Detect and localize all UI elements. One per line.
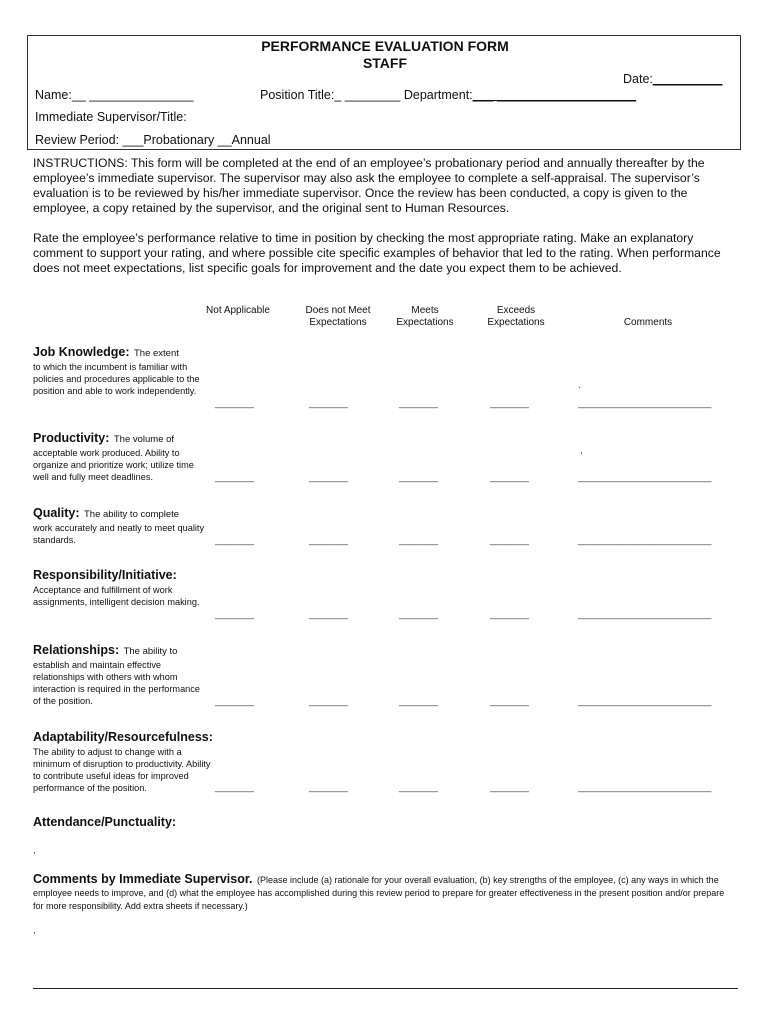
- criterion-lead: The extent: [133, 348, 179, 359]
- rating-dnm-job-knowledge[interactable]: _______: [309, 398, 348, 409]
- rating-dnm-responsibility[interactable]: _______: [309, 609, 348, 620]
- form-title: PERFORMANCE EVALUATION FORM: [261, 38, 509, 54]
- rating-exceeds-job-knowledge[interactable]: _______: [490, 398, 529, 409]
- criterion-relationships: [33, 641, 203, 707]
- criterion-title: Relationships:: [33, 643, 120, 657]
- rating-meets-productivity[interactable]: _______: [399, 472, 438, 483]
- criterion-lead: The volume of: [113, 434, 175, 445]
- col-does-not-meet: Does not Meet Expectations: [305, 305, 371, 328]
- form-subtitle: STAFF: [362, 55, 408, 71]
- rating-na-responsibility[interactable]: _______: [215, 609, 254, 620]
- criterion-description: work accurately and neatly to meet quality standards.: [33, 523, 205, 545]
- col-meets: Meets Expectations: [396, 305, 454, 328]
- date-label: Date:: [623, 72, 653, 86]
- comment-job-knowledge[interactable]: ________________________: [578, 398, 712, 409]
- rating-meets-adaptability[interactable]: _______: [399, 782, 438, 793]
- criterion-lead: The ability to complete: [84, 509, 180, 520]
- bottom-rule: [33, 988, 738, 989]
- comment-adaptability[interactable]: ________________________: [578, 782, 712, 793]
- rating-na-job-knowledge[interactable]: _______: [215, 398, 254, 409]
- rating-meets-quality[interactable]: _______: [399, 535, 438, 546]
- supervisor-field[interactable]: Immediate Supervisor/Title:: [35, 110, 187, 124]
- department-label: Department:: [403, 88, 473, 102]
- criterion-quality: [33, 504, 208, 546]
- supervisor-comments-mark: ,: [33, 925, 36, 936]
- attendance-title: Attendance/Punctuality:: [33, 815, 177, 829]
- rating-na-quality[interactable]: _______: [215, 535, 254, 546]
- instructions-text: INSTRUCTIONS: This form will be completed at the end of an employee’s probationary period and annually thereafter by the employee’s immediate supervisor. The supervisor may also ask the employee to complete a self-appraisal. The supervisor’s evaluation is to be reviewed by his/her immediate supervisor. Once the review has been conducted, a copy is given to the employee, a copy retained by the supervisor, and the original sent to Human Resources.: [33, 156, 705, 215]
- position-department-field[interactable]: [260, 88, 636, 102]
- criterion-lead: The ability to: [123, 646, 178, 657]
- comment-mark-job-knowledge: .: [578, 380, 581, 391]
- rating-meets-relationships[interactable]: _______: [399, 696, 438, 707]
- criterion-description: to which the incumbent is familiar with policies and procedures applicable to the position and able to work independently.: [33, 362, 200, 396]
- criterion-productivity: [33, 429, 208, 483]
- rating-exceeds-responsibility[interactable]: _______: [490, 609, 529, 620]
- position-label: Position Title:: [260, 88, 335, 102]
- rating-na-productivity[interactable]: _______: [215, 472, 254, 483]
- criterion-description: Acceptance and fulfillment of work assignments, intelligent decision making.: [33, 585, 200, 607]
- comment-quality[interactable]: ________________________: [578, 535, 712, 546]
- comment-relationships[interactable]: ________________________: [578, 696, 712, 707]
- supervisor-comments-instructions: (Please include (a) rationale for your overall evaluation, (b) key strengths of the employee, (c) any ways in which the employee needs to improve, and (d) what the employee has accomplished during this review period to prepare for greater effectiveness in the present position and/or prepare for more responsibility. Add extra sheets if necessary.): [33, 875, 725, 911]
- col-not-applicable: Not Applicable: [206, 305, 270, 316]
- rating-exceeds-adaptability[interactable]: _______: [490, 782, 529, 793]
- supervisor-comments-title: Comments by Immediate Supervisor.: [33, 872, 253, 886]
- supervisor-comments-section: [33, 873, 737, 912]
- criterion-description: acceptable work produced. Ability to organize and prioritize work; utilize time well and fully meet deadlines.: [33, 448, 194, 482]
- comment-productivity[interactable]: ________________________: [578, 472, 712, 483]
- col-exceeds: Exceeds Expectations: [487, 305, 545, 328]
- rating-meets-responsibility[interactable]: _______: [399, 609, 438, 620]
- rating-dnm-adaptability[interactable]: _______: [309, 782, 348, 793]
- criterion-title: Productivity:: [33, 431, 110, 445]
- department-blank[interactable]: ___ ____________________: [472, 88, 637, 102]
- rating-dnm-quality[interactable]: _______: [309, 535, 348, 546]
- criterion-title: Adaptability/Resourcefulness:: [33, 730, 213, 744]
- rating-dnm-productivity[interactable]: _______: [309, 472, 348, 483]
- position-blank[interactable]: _ ________: [334, 88, 401, 102]
- criterion-title: Job Knowledge:: [33, 345, 130, 359]
- criterion-title: Quality:: [33, 506, 80, 520]
- rating-exceeds-productivity[interactable]: _______: [490, 472, 529, 483]
- review-period-field[interactable]: Review Period: ___Probationary __Annual: [35, 133, 271, 147]
- rating-dnm-relationships[interactable]: _______: [309, 696, 348, 707]
- rating-exceeds-quality[interactable]: _______: [490, 535, 529, 546]
- rating-na-adaptability[interactable]: _______: [215, 782, 254, 793]
- comment-mark-productivity: ,: [580, 445, 583, 456]
- rating-meets-job-knowledge[interactable]: _______: [399, 398, 438, 409]
- rating-na-relationships[interactable]: _______: [215, 696, 254, 707]
- criterion-description: establish and maintain effective relationships with others with whom interaction is required in the performance of the position.: [33, 660, 200, 706]
- criterion-title: Responsibility/Initiative:: [33, 568, 177, 582]
- date-field[interactable]: [623, 72, 722, 86]
- criterion-responsibility: [33, 566, 203, 608]
- criterion-description: The ability to adjust to change with a minimum of disruption to productivity. Ability to contribute useful ideas for improved performance of the position.: [33, 747, 211, 793]
- name-field[interactable]: Name:__ _______________: [35, 88, 194, 102]
- comment-responsibility[interactable]: ________________________: [578, 609, 712, 620]
- attendance-mark: ,: [33, 845, 36, 856]
- rating-instructions-text: Rate the employee’s performance relative to time in position by checking the most appropriate rating. Make an explanatory comment to support your rating, and where possible cite specific examples of behavior that led to the rating. When performance does not meet expectations, list specific goals for improvement and the date you expect them to be achieved.: [33, 231, 721, 275]
- col-comments: Comments: [623, 317, 673, 328]
- date-blank[interactable]: __________: [652, 72, 723, 86]
- rating-exceeds-relationships[interactable]: _______: [490, 696, 529, 707]
- criterion-adaptability: [33, 728, 218, 794]
- criterion-job-knowledge: [33, 343, 203, 397]
